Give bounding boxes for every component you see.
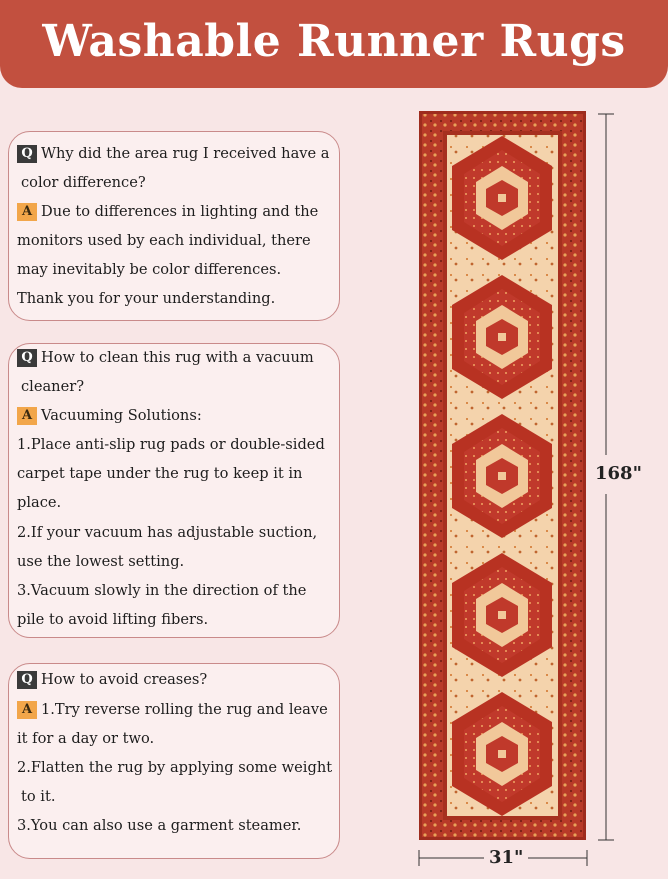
answer-line: 2.If your vacuum has adjustable suction, bbox=[17, 524, 318, 541]
answer-line: 1.Place anti-slip rug pads or double-sided bbox=[17, 436, 325, 453]
answer-line: it for a day or two. bbox=[17, 730, 155, 747]
answer-line: 2.Flatten the rug by applying some weight bbox=[17, 759, 333, 776]
answer-line: carpet tape under the rug to keep it in bbox=[17, 465, 303, 482]
answer-line: 3.Vacuum slowly in the direction of the bbox=[17, 582, 307, 599]
answer-text: Due to differences in lighting and the bbox=[41, 203, 319, 220]
question-badge: Q bbox=[17, 671, 37, 689]
answer-line: to it. bbox=[21, 788, 56, 805]
page-title: Washable Runner Rugs bbox=[42, 16, 626, 67]
answer-line: place. bbox=[17, 494, 62, 511]
length-label: 168" bbox=[595, 463, 642, 484]
width-label: 31" bbox=[489, 847, 524, 868]
question-line: color difference? bbox=[21, 174, 146, 191]
question-badge: Q bbox=[17, 145, 37, 163]
question-text: How to avoid creases? bbox=[41, 671, 208, 688]
rug-medallions bbox=[452, 136, 552, 816]
question-text: Why did the area rug I received have a bbox=[41, 145, 330, 162]
answer-text: 1.Try reverse rolling the rug and leave bbox=[41, 701, 328, 718]
question-text: How to clean this rug with a vacuum bbox=[41, 349, 314, 366]
answer-line: may inevitably be color differences. bbox=[17, 261, 282, 278]
answer-badge: A bbox=[17, 701, 37, 719]
answer-badge: A bbox=[17, 203, 37, 221]
answer-line: use the lowest setting. bbox=[17, 553, 185, 570]
answer-badge: A bbox=[17, 407, 37, 425]
answer-line: pile to avoid lifting fibers. bbox=[17, 611, 209, 628]
answer-line: 3.You can also use a garment steamer. bbox=[17, 817, 302, 834]
question-line: cleaner? bbox=[21, 378, 85, 395]
answer-line: Thank you for your understanding. bbox=[17, 290, 276, 307]
question-badge: Q bbox=[17, 349, 37, 367]
answer-text: Vacuuming Solutions: bbox=[41, 407, 202, 424]
answer-line: monitors used by each individual, there bbox=[17, 232, 311, 249]
